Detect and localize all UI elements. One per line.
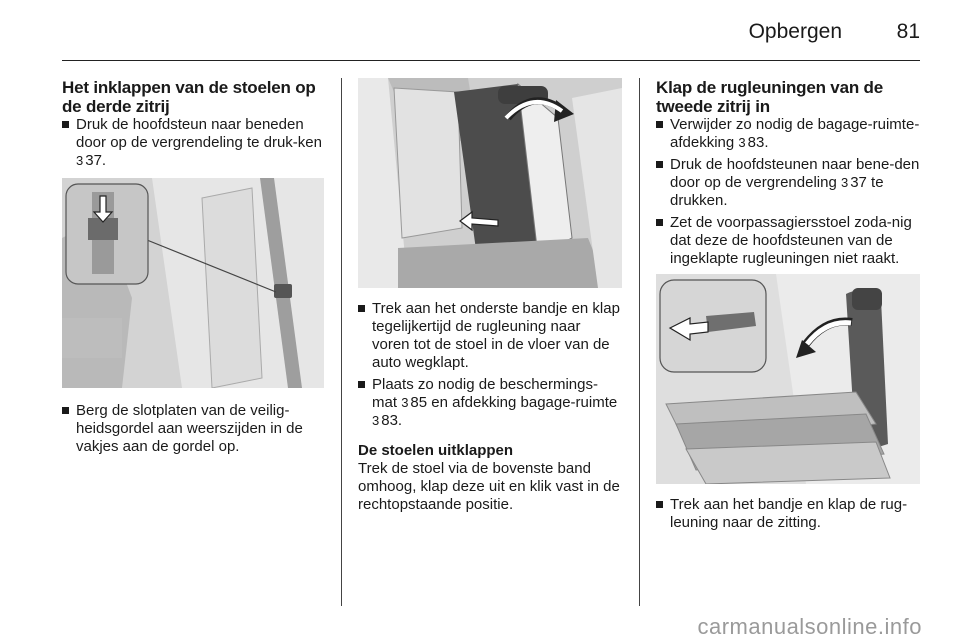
list-item-text: Druk de hoofdsteun naar beneden door op de vergrendeling te druk-ken	[76, 116, 322, 151]
page-reference-icon: 3	[76, 153, 84, 168]
watermark: carmanualsonline.info	[697, 614, 922, 639]
list-item: Trek aan het onderste bandje en klap tegelijkertijd de rugleuning naar voren tot de stoel in de vloer van de auto wegklapt.	[358, 300, 622, 372]
list-item-text: .	[101, 152, 107, 169]
section-title: Opbergen	[748, 20, 842, 43]
list-item-text: .	[764, 134, 769, 151]
section-heading: Klap de rugleuningen van de tweede zitrij in	[656, 78, 883, 116]
header-divider	[62, 60, 920, 61]
page-reference-icon: 3	[840, 175, 849, 190]
list-item-text: Plaats zo nodig de beschermings-mat	[372, 376, 598, 411]
page-reference[interactable]: 83	[747, 134, 765, 151]
list-item	[358, 376, 622, 430]
page-number: 81	[896, 20, 920, 43]
page-reference[interactable]: 83	[381, 412, 398, 429]
headrest-release-illustration	[62, 178, 324, 388]
list-item: Berg de slotplaten van de veilig-heidsgordel aan weerszijden in de vakjes aan de gordel op.	[62, 402, 324, 456]
page-reference-icon: 3	[401, 395, 409, 410]
subsection-heading: De stoelen uitklappen	[358, 442, 514, 459]
page-reference[interactable]: 37	[85, 152, 102, 169]
page-reference-icon: 3	[372, 413, 380, 428]
fold-seat-illustration	[358, 78, 622, 288]
list-item	[656, 116, 920, 152]
instruction-list	[656, 496, 920, 532]
page-reference[interactable]: 37	[850, 174, 867, 191]
instruction-list	[62, 402, 324, 456]
body-paragraph: Trek de stoel via de bovenste band omhoog, klap deze uit en klik vast in de rechtopstaande positie.	[358, 460, 620, 513]
second-row-seat-illustration	[656, 274, 920, 484]
page-reference[interactable]: 85	[410, 394, 428, 411]
list-item-text: Verwijder zo nodig de bagage-ruimte-afdekking	[670, 116, 920, 151]
section-heading: Het inklappen van de stoelen op de derde zitrij	[62, 78, 316, 116]
column-right	[656, 78, 920, 536]
list-item-text: Druk de hoofdsteunen naar bene-den door op de vergrendeling	[670, 156, 920, 191]
column-middle	[358, 78, 622, 514]
page-reference-icon: 3	[738, 135, 746, 150]
column-divider	[639, 78, 640, 606]
list-item-text: te drukken.	[670, 174, 884, 209]
page-header	[62, 0, 920, 62]
instruction-list	[358, 300, 622, 430]
instruction-list	[656, 116, 920, 268]
list-item-text: en afdekking bagage-ruimte	[427, 394, 618, 411]
list-item: Trek aan het bandje en klap de rug-leuning naar de zitting.	[656, 496, 920, 532]
instruction-list	[62, 116, 324, 170]
list-item: Zet de voorpassagiersstoel zoda-nig dat deze de hoofdsteunen van de ingeklapte rugleuningen niet raakt.	[656, 214, 920, 268]
list-item	[656, 156, 920, 210]
list-item-text: .	[397, 412, 403, 429]
list-item	[62, 116, 324, 170]
column-divider	[341, 78, 342, 606]
column-left	[62, 78, 324, 460]
